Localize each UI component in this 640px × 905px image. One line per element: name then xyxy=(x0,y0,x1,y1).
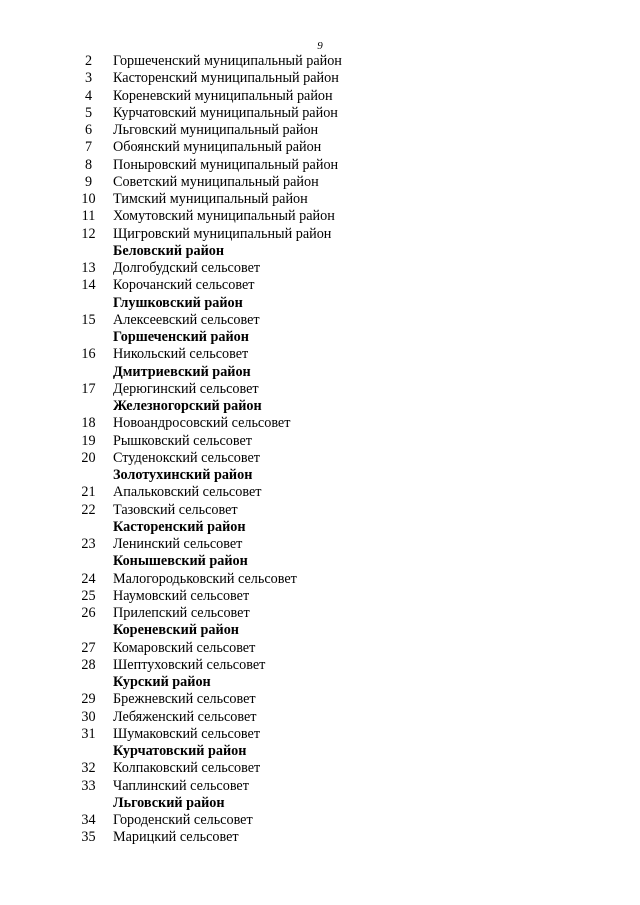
district-heading xyxy=(0,519,640,536)
item-number: 15 xyxy=(81,311,96,328)
district-heading-text: Льговский район xyxy=(113,794,225,811)
district-list xyxy=(0,53,640,847)
district-heading xyxy=(0,329,640,346)
district-heading-text: Курский район xyxy=(113,674,211,690)
district-heading xyxy=(0,295,640,312)
item-name: Советский муниципальный район xyxy=(113,173,319,190)
item-name: Тимский муниципальный район xyxy=(113,191,308,207)
item-number: 34 xyxy=(81,812,96,828)
item-name: Шептуховский сельсовет xyxy=(113,656,266,673)
item-name: Никольский сельсовет xyxy=(113,346,249,363)
list-item xyxy=(0,208,640,225)
list-item xyxy=(0,691,640,708)
item-name: Обоянский муниципальный район xyxy=(113,139,322,156)
district-heading xyxy=(0,243,640,260)
page-number: 9 xyxy=(317,40,323,52)
district-heading xyxy=(0,674,640,691)
item-number: 20 xyxy=(81,449,96,466)
district-heading xyxy=(0,743,640,760)
item-number: 7 xyxy=(84,139,93,156)
list-item xyxy=(0,277,640,294)
item-name: Поныровский муниципальный район xyxy=(113,156,339,173)
item-name: Городенский сельсовет xyxy=(113,812,253,828)
list-item xyxy=(0,191,640,208)
item-number: 14 xyxy=(81,277,96,294)
item-name: Брежневский сельсовет xyxy=(113,691,256,708)
list-item xyxy=(0,640,640,657)
list-item xyxy=(0,726,640,743)
list-item xyxy=(0,778,640,795)
item-name: Прилепский сельсовет xyxy=(113,605,250,621)
item-number: 19 xyxy=(81,432,96,449)
item-number: 25 xyxy=(81,587,96,604)
list-item xyxy=(0,415,640,432)
list-item xyxy=(0,312,640,329)
item-name: Долгобудский сельсовет xyxy=(113,260,261,276)
district-heading-text: Дмитриевский район xyxy=(113,363,251,380)
list-item xyxy=(0,139,640,156)
district-heading-text: Курчатовский район xyxy=(113,743,247,759)
list-item xyxy=(0,433,640,450)
item-name: Льговский муниципальный район xyxy=(113,122,319,138)
district-heading-text: Конышевский район xyxy=(113,553,248,570)
item-number: 4 xyxy=(84,87,93,104)
item-name: Шумаковский сельсовет xyxy=(113,725,261,742)
item-number: 21 xyxy=(81,484,96,501)
item-name: Щигровский муниципальный район xyxy=(113,225,332,242)
item-name: Алексеевский сельсовет xyxy=(113,311,260,328)
item-number: 10 xyxy=(81,191,96,207)
district-heading xyxy=(0,553,640,570)
item-number: 3 xyxy=(84,70,93,87)
item-number: 6 xyxy=(84,122,93,138)
list-item xyxy=(0,502,640,519)
item-name: Кореневский муниципальный район xyxy=(113,87,333,104)
item-name: Новоандросовский сельсовет xyxy=(113,415,291,432)
district-heading xyxy=(0,398,640,415)
list-item xyxy=(0,484,640,501)
list-item xyxy=(0,53,640,70)
list-item xyxy=(0,760,640,777)
list-item xyxy=(0,536,640,553)
item-number: 32 xyxy=(81,760,96,777)
item-name: Марицкий сельсовет xyxy=(113,829,239,846)
district-heading-text: Касторенский район xyxy=(113,518,246,535)
item-number: 9 xyxy=(84,173,93,190)
item-number: 2 xyxy=(84,53,93,69)
list-item xyxy=(0,605,640,622)
item-name: Чаплинский сельсовет xyxy=(113,777,249,794)
item-name: Комаровский сельсовет xyxy=(113,639,256,656)
district-heading xyxy=(0,364,640,381)
item-name: Корочанский сельсовет xyxy=(113,277,255,294)
item-number: 18 xyxy=(81,415,96,432)
item-name: Наумовский сельсовет xyxy=(113,587,250,604)
item-name: Апальковский сельсовет xyxy=(113,484,262,501)
item-number: 29 xyxy=(81,691,96,708)
district-heading-text: Золотухинский район xyxy=(113,467,253,483)
list-item xyxy=(0,812,640,829)
district-heading-text: Железногорский район xyxy=(113,398,262,414)
item-number: 24 xyxy=(81,570,96,587)
list-item xyxy=(0,174,640,191)
list-item xyxy=(0,88,640,105)
district-heading xyxy=(0,795,640,812)
list-item xyxy=(0,260,640,277)
item-name: Студенокский сельсовет xyxy=(113,449,260,466)
item-number: 11 xyxy=(81,208,96,225)
district-heading-text: Беловский район xyxy=(113,242,225,259)
item-name: Тазовский сельсовет xyxy=(113,501,238,518)
item-name: Рышковский сельсовет xyxy=(113,432,252,449)
district-heading xyxy=(0,467,640,484)
item-name: Горшеченский муниципальный район xyxy=(113,53,342,69)
list-item xyxy=(0,122,640,139)
list-item xyxy=(0,829,640,846)
item-name: Малогородьковский сельсовет xyxy=(113,570,297,587)
item-number: 30 xyxy=(81,708,96,725)
list-item xyxy=(0,709,640,726)
item-name: Дерюгинский сельсовет xyxy=(113,380,259,397)
item-number: 31 xyxy=(81,725,96,742)
list-item xyxy=(0,588,640,605)
item-number: 26 xyxy=(81,605,96,621)
item-name: Колпаковский сельсовет xyxy=(113,760,261,777)
item-number: 5 xyxy=(84,104,93,121)
item-number: 23 xyxy=(81,536,96,552)
item-number: 28 xyxy=(81,656,96,673)
item-number: 8 xyxy=(84,156,93,173)
list-item xyxy=(0,105,640,122)
item-number: 12 xyxy=(81,225,96,242)
district-heading xyxy=(0,622,640,639)
item-number: 17 xyxy=(81,380,96,397)
list-item xyxy=(0,70,640,87)
item-number: 13 xyxy=(81,260,96,276)
item-name: Касторенский муниципальный район xyxy=(113,70,339,87)
item-number: 33 xyxy=(81,777,96,794)
district-heading-text: Глушковский район xyxy=(113,294,243,311)
item-number: 27 xyxy=(81,639,96,656)
item-number: 16 xyxy=(81,346,96,363)
item-name: Ленинский сельсовет xyxy=(113,536,243,552)
list-item xyxy=(0,157,640,174)
district-heading-text: Горшеченский район xyxy=(113,329,249,345)
district-heading-text: Кореневский район xyxy=(113,622,239,639)
item-number: 22 xyxy=(81,501,96,518)
list-item xyxy=(0,571,640,588)
list-item xyxy=(0,450,640,467)
item-name: Лебяженский сельсовет xyxy=(113,708,257,725)
list-item xyxy=(0,381,640,398)
list-item xyxy=(0,346,640,363)
item-number: 35 xyxy=(81,829,96,846)
item-name: Хомутовский муниципальный район xyxy=(113,208,335,225)
item-name: Курчатовский муниципальный район xyxy=(113,104,338,121)
list-item xyxy=(0,657,640,674)
list-item xyxy=(0,226,640,243)
